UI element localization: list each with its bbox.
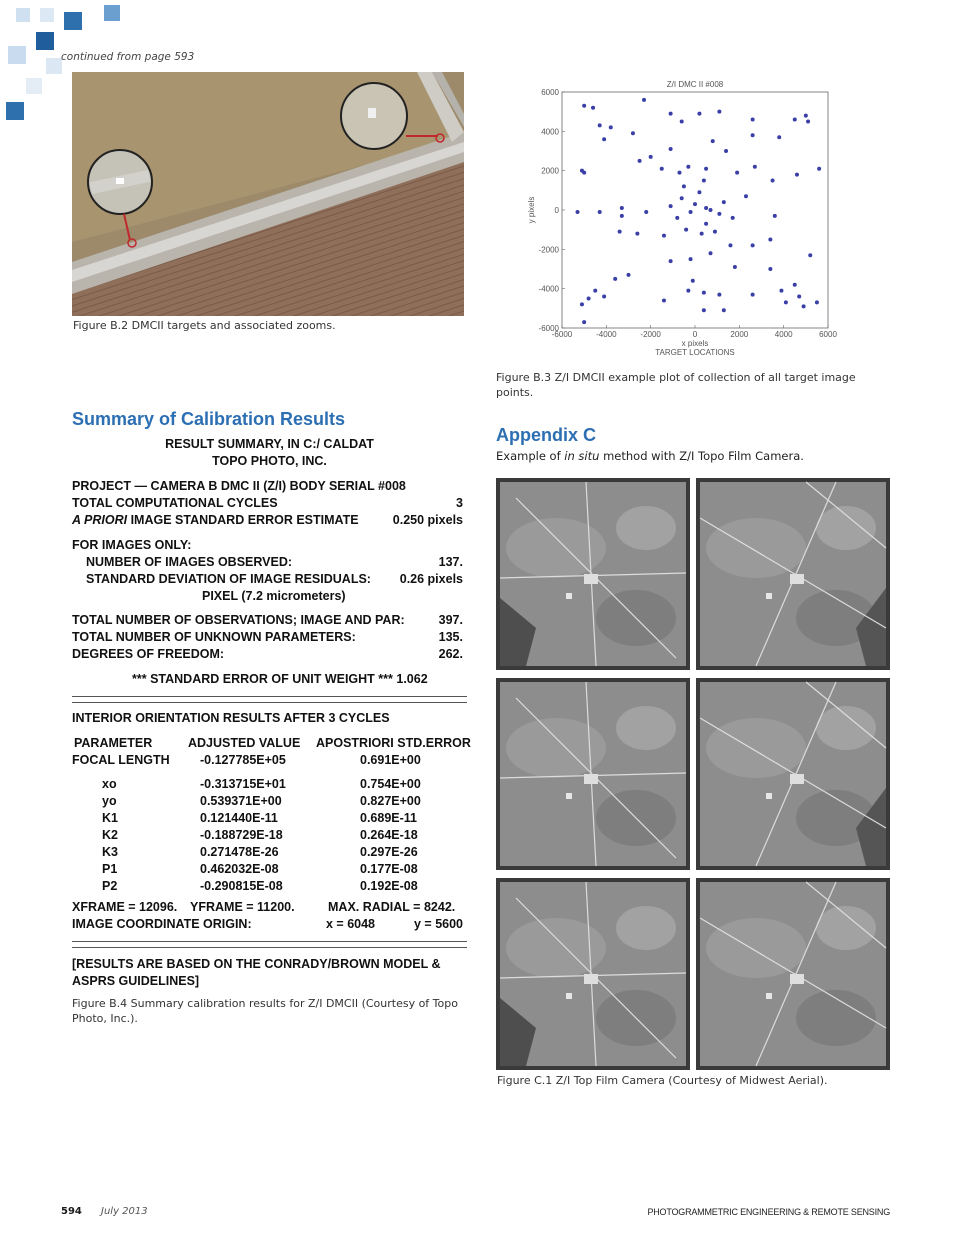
apriori-label: IMAGE STANDARD ERROR ESTIMATE (127, 513, 359, 527)
param-error: 0.297E-26 (360, 845, 418, 859)
figure-b2-caption: Figure B.2 DMCII targets and associated zooms. (73, 319, 336, 332)
data-point (771, 179, 775, 183)
origin-label: IMAGE COORDINATE ORIGIN: (72, 917, 252, 931)
figure-b3-caption: Figure B.3 Z/I DMCII example plot of collection of all target image points. (496, 371, 856, 399)
num-obs-value: 137. (438, 555, 463, 569)
std-error-line: *** STANDARD ERROR OF UNIT WEIGHT *** 1.062 (132, 672, 428, 686)
param-adjusted: -0.290815E-08 (200, 879, 283, 893)
data-point (744, 194, 748, 198)
apriori-value: 0.250 pixels (392, 513, 463, 527)
tot-obs-row (72, 613, 467, 630)
film-frame-1 (496, 478, 690, 670)
param-name: K2 (102, 828, 118, 842)
apriori-row (72, 513, 467, 530)
origin-row (72, 917, 467, 934)
data-point (751, 133, 755, 137)
param-name: P2 (102, 879, 118, 893)
page-number: 594 (61, 1206, 82, 1217)
appendix-heading: Appendix C (496, 425, 597, 445)
data-point (682, 184, 686, 188)
data-point (731, 216, 735, 220)
focal-row (72, 753, 467, 770)
param-name: yo (102, 794, 117, 808)
data-point (702, 308, 706, 312)
data-point (768, 267, 772, 271)
chart-title: Z/I DMC II #008 (666, 80, 724, 89)
cycles-row (72, 496, 467, 513)
max-radial: MAX. RADIAL = 8242. (328, 900, 456, 914)
y-tick-label: -6000 (538, 324, 559, 333)
data-point (717, 212, 721, 216)
data-point (797, 295, 801, 299)
param-error: 0.264E-18 (360, 828, 418, 842)
data-point (693, 202, 697, 206)
data-point (680, 196, 684, 200)
data-point (635, 232, 639, 236)
summary-title-1: RESULT SUMMARY, IN C:/ CALDAT (165, 437, 374, 451)
data-point (677, 171, 681, 175)
data-point (702, 179, 706, 183)
data-point (817, 167, 821, 171)
data-point (620, 214, 624, 218)
figure-b4-caption: Figure B.4 Summary calibration results for Z/I DMCII (Courtesy of Topo Photo, Inc.). (72, 997, 458, 1025)
data-point (751, 243, 755, 247)
data-point (697, 190, 701, 194)
journal-name: PHOTOGRAMMETRIC ENGINEERING & REMOTE SENSING (647, 1207, 890, 1217)
param-name: K1 (102, 811, 118, 825)
data-point (815, 300, 819, 304)
data-point (593, 289, 597, 293)
x-tick-label: 2000 (730, 330, 749, 339)
data-point (669, 259, 673, 263)
data-point (686, 165, 690, 169)
param-row (72, 879, 467, 896)
y-tick-label: 0 (554, 206, 559, 215)
intro-em: in situ (564, 449, 600, 463)
data-point (669, 112, 673, 116)
tot-obs-value: 397. (438, 613, 463, 627)
data-point (680, 120, 684, 124)
data-point (582, 320, 586, 324)
data-point (642, 98, 646, 102)
summary-heading: Summary of Calibration Results (72, 409, 346, 429)
intro-post: method with Z/I Topo Film Camera. (599, 449, 804, 463)
data-point (733, 265, 737, 269)
data-point (631, 131, 635, 135)
data-point (627, 273, 631, 277)
model-note: [RESULTS ARE BASED ON THE CONRADY/BROWN MODEL & ASPRS GUIDELINES] (72, 957, 441, 988)
col-std-error: APOSTRIORI STD.ERROR (316, 736, 471, 750)
std-dev-label: STANDARD DEVIATION OF IMAGE RESIDUALS: (86, 572, 371, 586)
y-tick-label: -4000 (538, 284, 559, 294)
cycles-label: TOTAL COMPUTATIONAL CYCLES (72, 496, 278, 510)
num-obs-row (72, 555, 467, 572)
data-point (713, 230, 717, 234)
x-tick-label: 0 (692, 330, 698, 339)
data-point (649, 155, 653, 159)
for-images-label: FOR IMAGES ONLY: (72, 538, 192, 552)
y-tick-label: 6000 (541, 88, 559, 97)
data-point (700, 232, 704, 236)
data-point (702, 291, 706, 295)
x-tick-label: -6000 (551, 330, 573, 339)
y-tick-label: 4000 (541, 127, 559, 137)
data-point (669, 147, 673, 151)
param-row (72, 794, 467, 811)
film-frame-2 (696, 478, 890, 670)
param-adjusted: 0.539371E+00 (200, 794, 282, 808)
data-point (669, 204, 673, 208)
data-point (793, 283, 797, 287)
param-name: P1 (102, 862, 118, 876)
param-name: K3 (102, 845, 118, 859)
origin-x: x = 6048 (326, 917, 376, 931)
data-point (711, 139, 715, 143)
issue-date: July 2013 (101, 1206, 148, 1217)
double-rule (72, 696, 467, 703)
data-point (686, 289, 690, 293)
data-point (808, 253, 812, 257)
data-point (644, 210, 648, 214)
dof-label: DEGREES OF FREEDOM: (72, 647, 225, 661)
x-tick-label: 4000 (774, 330, 793, 339)
num-obs-label: NUMBER OF IMAGES OBSERVED: (86, 555, 293, 569)
project-line: PROJECT — CAMERA B DMC II (Z/I) BODY SERIAL #008 (72, 479, 406, 493)
tot-unk-row (72, 630, 467, 647)
film-frames-grid (496, 478, 890, 1070)
x-tick-label: -4000 (596, 330, 617, 339)
origin-y: y = 5600 (414, 917, 464, 931)
std-dev-value: 0.26 pixels (399, 572, 463, 586)
data-point (662, 234, 666, 238)
y-axis-label: y pixels (527, 196, 536, 224)
data-point (784, 300, 788, 304)
intro-pre: Example of (496, 449, 565, 463)
data-point (717, 293, 721, 297)
data-point (602, 295, 606, 299)
yframe: YFRAME = 11200. (190, 900, 295, 914)
tot-unk-label: TOTAL NUMBER OF UNKNOWN PARAMETERS: (72, 630, 356, 644)
data-point (662, 298, 666, 302)
double-rule-2 (72, 941, 467, 948)
film-frame-3 (496, 678, 690, 870)
target-locations-chart (520, 74, 850, 364)
figure-c1-caption: Figure C.1 Z/I Top Film Camera (Courtesy of Midwest Aerial). (497, 1074, 828, 1087)
data-point (697, 112, 701, 116)
col-adjusted: ADJUSTED VALUE (188, 736, 301, 750)
param-error: 0.827E+00 (360, 794, 421, 808)
param-adjusted: 0.121440E-11 (200, 811, 278, 825)
data-point (613, 277, 617, 281)
io-title: INTERIOR ORIENTATION RESULTS AFTER 3 CYCLES (72, 711, 390, 725)
data-point (804, 114, 808, 118)
data-point (753, 165, 757, 169)
std-dev-row (72, 572, 467, 589)
data-point (777, 135, 781, 139)
data-point (620, 206, 624, 210)
appendix-intro (496, 449, 804, 463)
interior-orientation-table (72, 711, 471, 941)
focal-label: FOCAL LENGTH (72, 753, 170, 767)
param-adjusted: -0.313715E+01 (200, 777, 286, 791)
data-point (582, 171, 586, 175)
data-point (684, 228, 688, 232)
data-point (689, 210, 693, 214)
data-point (598, 210, 602, 214)
param-error: 0.754E+00 (360, 777, 421, 791)
cycles-value: 3 (456, 496, 463, 510)
col-parameter: PARAMETER (74, 736, 153, 750)
data-point (722, 308, 726, 312)
data-point (768, 238, 772, 242)
summary-title-2: TOPO PHOTO, INC. (212, 454, 327, 468)
io-header-row (72, 736, 471, 753)
data-point (806, 120, 810, 124)
x-tick-label: -2000 (640, 330, 661, 339)
param-error: 0.177E-08 (360, 862, 418, 876)
data-point (795, 173, 799, 177)
data-point (735, 171, 739, 175)
data-point (751, 118, 755, 122)
data-point (773, 214, 777, 218)
data-point (704, 206, 708, 210)
data-point (751, 293, 755, 297)
aerial-photo (72, 72, 464, 316)
param-adjusted: -0.188729E-18 (200, 828, 283, 842)
chart-subtitle: TARGET LOCATIONS (655, 348, 735, 357)
param-adjusted: 0.271478E-26 (200, 845, 279, 859)
xframe: XFRAME = 12096. (72, 900, 178, 914)
x-axis-label: x pixels (681, 339, 709, 348)
focal-error: 0.691E+00 (360, 753, 421, 767)
apriori-em: A PRIORI (72, 513, 128, 527)
data-point (582, 104, 586, 108)
y-tick-label: 2000 (541, 166, 559, 176)
param-name: xo (102, 777, 117, 791)
y-tick-label: -2000 (538, 245, 559, 255)
frame-row (72, 900, 467, 917)
data-point (660, 167, 664, 171)
data-point (802, 304, 806, 308)
data-point (675, 216, 679, 220)
data-point (704, 222, 708, 226)
param-row (72, 811, 467, 828)
param-adjusted: 0.462032E-08 (200, 862, 279, 876)
data-point (709, 251, 713, 255)
plot-frame (562, 92, 828, 328)
data-point (580, 302, 584, 306)
data-point (779, 289, 783, 293)
data-point (704, 167, 708, 171)
film-frame-4 (696, 678, 890, 870)
x-tick-label: 6000 (819, 330, 837, 339)
data-point (609, 125, 613, 129)
param-error: 0.689E-11 (360, 811, 417, 825)
data-point (793, 118, 797, 122)
continued-note: continued from page 593 (61, 51, 195, 63)
data-point (717, 110, 721, 114)
tot-obs-label: TOTAL NUMBER OF OBSERVATIONS; IMAGE AND PAR: (72, 613, 405, 627)
data-point (587, 297, 591, 301)
film-frame-6 (696, 878, 890, 1070)
data-point (689, 257, 693, 261)
data-point (691, 279, 695, 283)
data-point (724, 149, 728, 153)
data-point (602, 137, 606, 141)
data-point (576, 210, 580, 214)
scatter-plot (520, 74, 850, 364)
data-point (591, 106, 595, 110)
pixel-note: PIXEL (7.2 micrometers) (202, 589, 346, 603)
data-point (728, 243, 732, 247)
focal-adjusted: -0.127785E+05 (200, 753, 286, 767)
param-row (72, 862, 467, 879)
data-point (618, 230, 622, 234)
data-point (709, 208, 713, 212)
param-row (72, 828, 467, 845)
param-row (72, 777, 467, 794)
dof-value: 262. (438, 647, 463, 661)
dof-row (72, 647, 467, 664)
tot-unk-value: 135. (438, 630, 463, 644)
data-point (638, 159, 642, 163)
param-row (72, 845, 467, 862)
data-point (722, 200, 726, 204)
param-error: 0.192E-08 (360, 879, 418, 893)
data-point (598, 123, 602, 127)
film-frame-5 (496, 878, 690, 1070)
